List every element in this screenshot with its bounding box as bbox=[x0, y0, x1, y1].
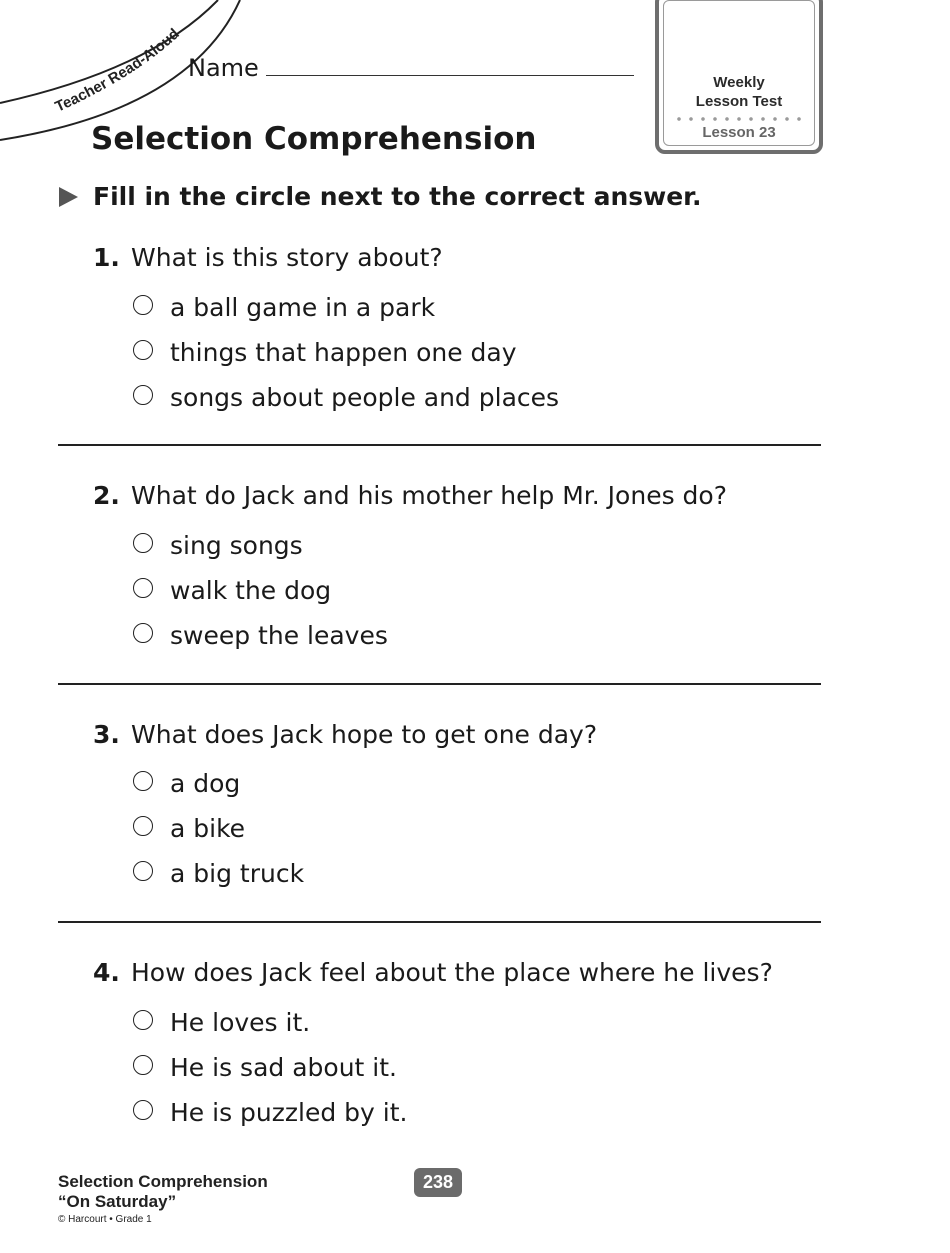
footer-copyright: © Harcourt • Grade 1 bbox=[58, 1214, 152, 1225]
section-divider bbox=[58, 921, 821, 923]
answer-text: He is sad about it. bbox=[170, 1053, 397, 1082]
answer-text: things that happen one day bbox=[170, 338, 517, 367]
answer-circle[interactable] bbox=[133, 340, 153, 360]
triangle-arrow-icon bbox=[58, 186, 80, 208]
answer-circle[interactable] bbox=[133, 771, 153, 791]
answer-circle[interactable] bbox=[133, 385, 153, 405]
answer-circle[interactable] bbox=[133, 816, 153, 836]
badge-line-lesson-test: Lesson Test bbox=[695, 93, 783, 110]
answer-circle[interactable] bbox=[133, 533, 153, 553]
banner-text: Teacher Read-Aloud bbox=[52, 25, 183, 116]
question-text: What is this story about? bbox=[131, 243, 443, 272]
name-line[interactable] bbox=[266, 75, 634, 76]
question-number: 2. bbox=[93, 481, 120, 510]
badge-dot-divider bbox=[673, 117, 807, 121]
question-text: What does Jack hope to get one day? bbox=[131, 720, 598, 749]
badge-line-weekly: Weekly bbox=[713, 74, 765, 91]
answer-text: sing songs bbox=[170, 531, 303, 560]
page-title: Selection Comprehension bbox=[91, 121, 537, 157]
answer-circle[interactable] bbox=[133, 1055, 153, 1075]
instruction-text: Fill in the circle next to the correct answer. bbox=[93, 182, 702, 211]
answer-circle[interactable] bbox=[133, 578, 153, 598]
question-text: What do Jack and his mother help Mr. Jones do? bbox=[131, 481, 727, 510]
question-number: 4. bbox=[93, 958, 120, 987]
badge-lesson-number: Lesson 23 bbox=[702, 124, 776, 141]
answer-text: songs about people and places bbox=[170, 383, 560, 412]
answer-circle[interactable] bbox=[133, 861, 153, 881]
answer-circle[interactable] bbox=[133, 1010, 153, 1030]
weekly-lesson-test-badge bbox=[655, 0, 823, 154]
answer-text: a dog bbox=[170, 769, 241, 798]
answer-text: walk the dog bbox=[170, 576, 332, 605]
answer-text: a bike bbox=[170, 814, 246, 843]
answer-text: He is puzzled by it. bbox=[170, 1098, 408, 1127]
answer-text: a ball game in a park bbox=[170, 293, 436, 322]
answer-circle[interactable] bbox=[133, 623, 153, 643]
page-number-badge: 238 bbox=[414, 1168, 462, 1197]
footer-section-title: Selection Comprehension bbox=[58, 1172, 268, 1191]
footer-story-title: “On Saturday” bbox=[58, 1192, 177, 1211]
answer-text: a big truck bbox=[170, 859, 305, 888]
name-label: Name bbox=[188, 54, 259, 82]
section-divider bbox=[58, 444, 821, 446]
question-text: How does Jack feel about the place where he lives? bbox=[131, 958, 773, 987]
answer-text: sweep the leaves bbox=[170, 621, 388, 650]
badge-title bbox=[659, 73, 819, 111]
answer-text: He loves it. bbox=[170, 1008, 311, 1037]
question-number: 3. bbox=[93, 720, 120, 749]
answer-circle[interactable] bbox=[133, 1100, 153, 1120]
answer-circle[interactable] bbox=[133, 295, 153, 315]
section-divider bbox=[58, 683, 821, 685]
question-number: 1. bbox=[93, 243, 120, 272]
